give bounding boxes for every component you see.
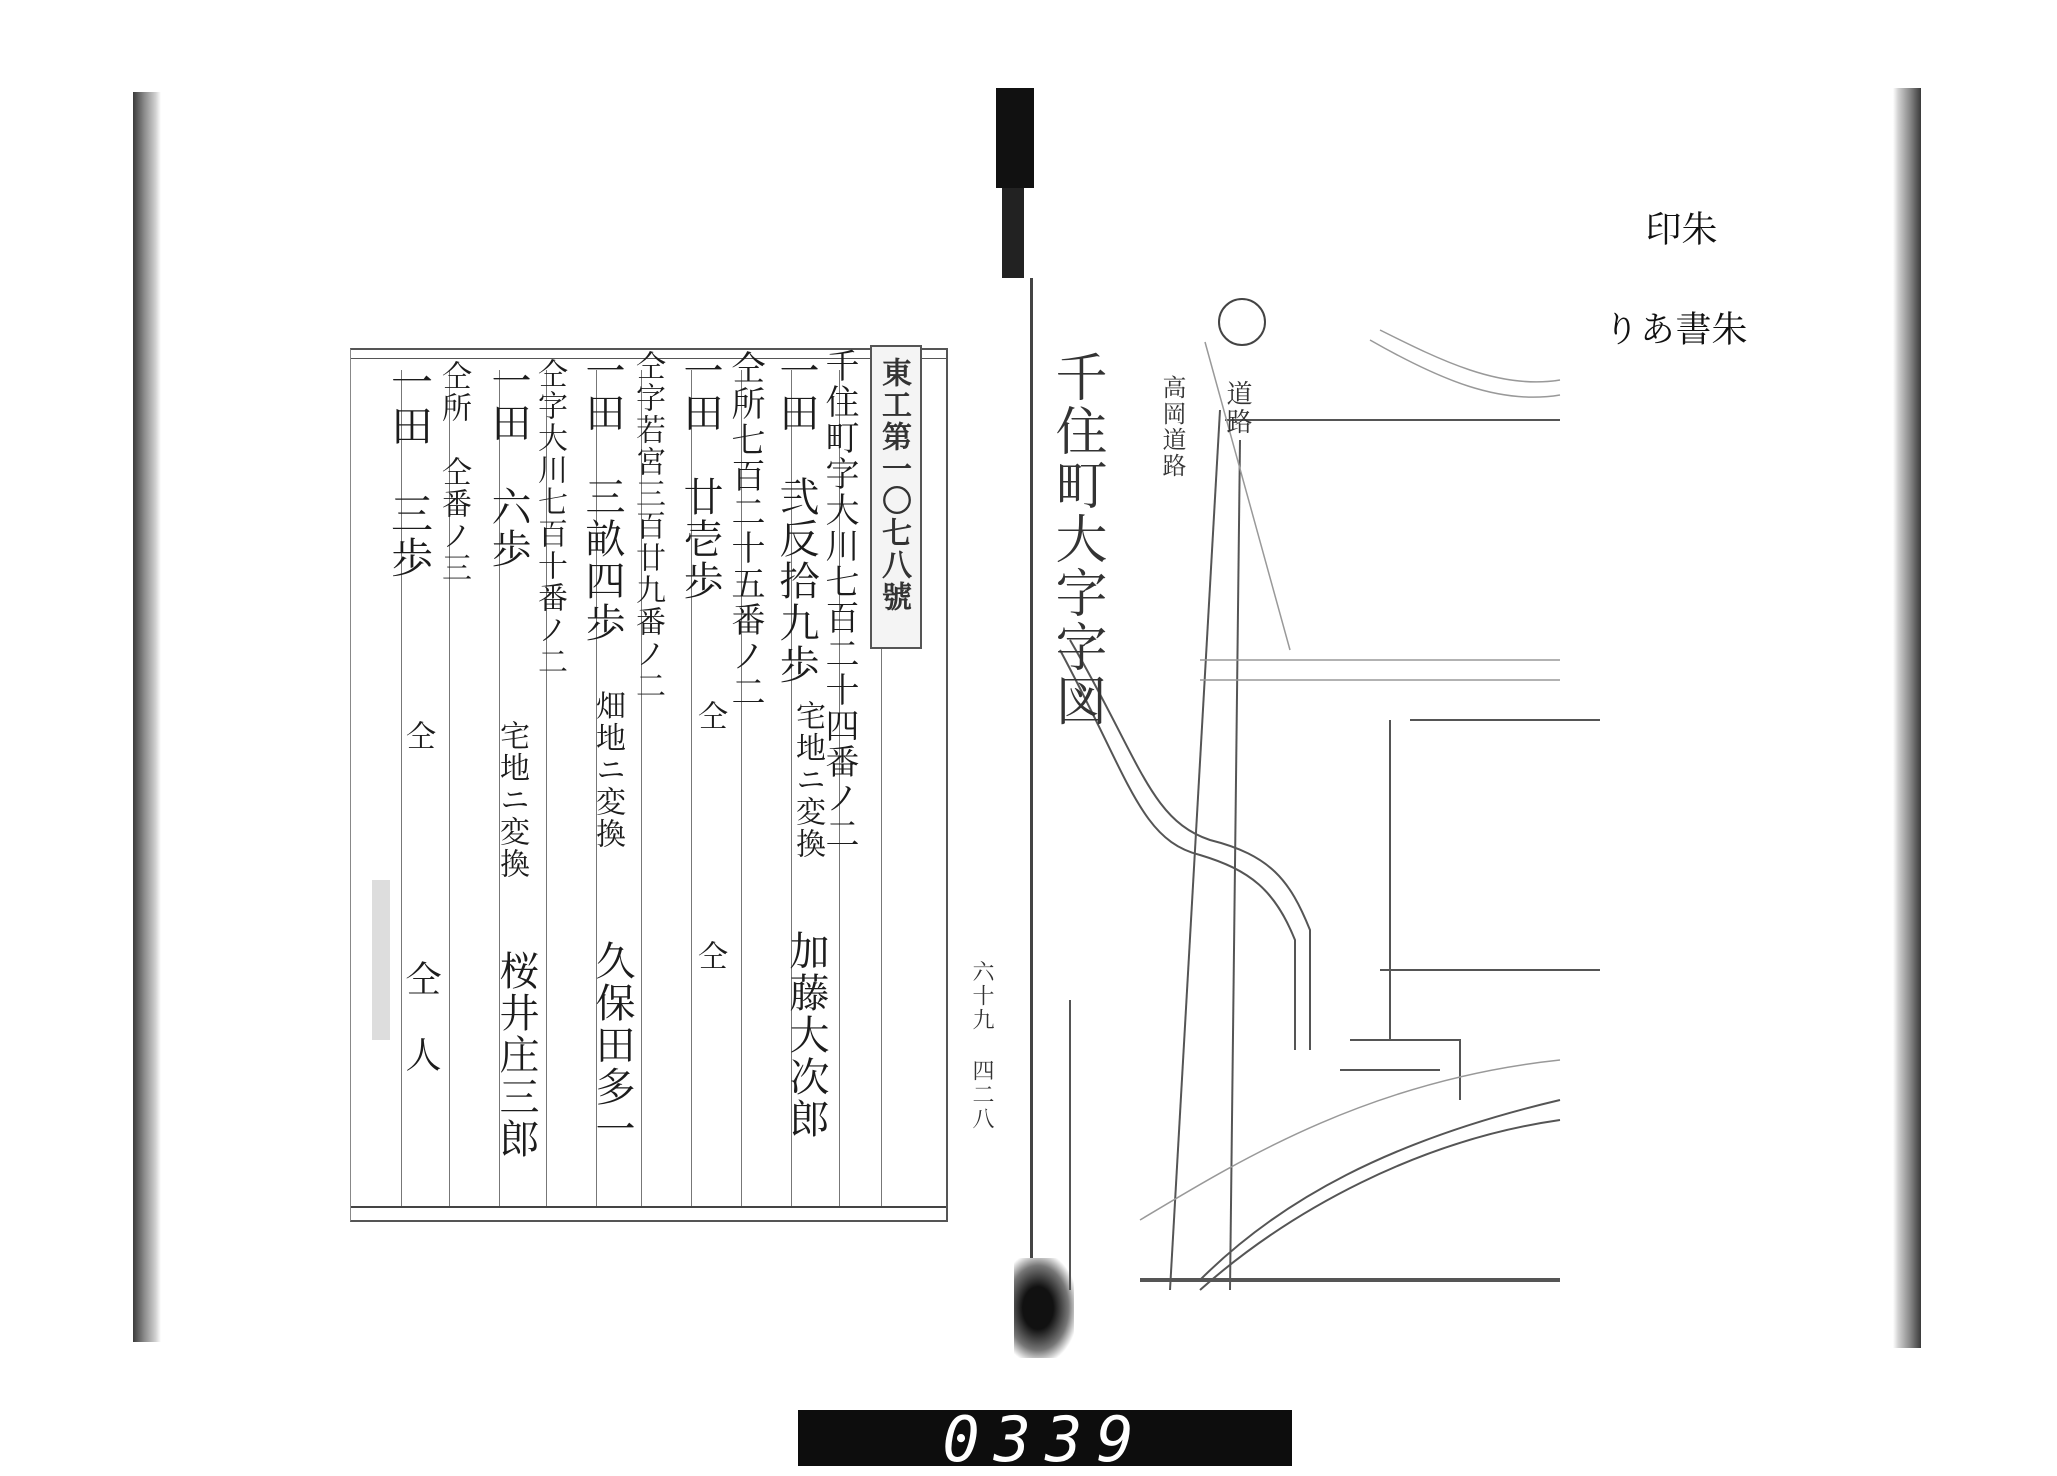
ledger-col-6-person: 久保田多一 xyxy=(589,940,635,1150)
ledger-col-10: 一田 三歩 xyxy=(385,360,434,580)
page-number: 0339 xyxy=(942,1403,1148,1476)
annotation-line-2: 朱書あり xyxy=(1598,310,1747,350)
map-side-numbers: 六十九 四二八 xyxy=(969,960,994,1131)
scan-edge-right xyxy=(1893,88,1921,1348)
ledger-col-8-note: 宅地ニ変換 xyxy=(494,720,529,880)
map-margin-label: 高岡道路 xyxy=(1158,375,1186,479)
ledger-stamp-text: 東工第一〇七八號 xyxy=(876,357,911,613)
margin-smudge xyxy=(372,880,390,1040)
map-title: 千住町大字字図 xyxy=(1046,350,1106,728)
ledger-col-10-person: 仝 人 xyxy=(400,960,441,1074)
annotation-line-1: 朱印 xyxy=(1640,210,1717,250)
ledger-col-4: 一田 廿壱歩 xyxy=(677,350,723,602)
seal-circle xyxy=(1218,298,1266,346)
ledger-col-5: 仝字若宮三百廿九番ノ二 xyxy=(630,350,665,702)
ledger-stamp xyxy=(870,345,922,649)
ledger-col-3: 仝所七百二十五番ノ二 xyxy=(725,350,765,710)
ledger-col-6-note: 畑地ニ変換 xyxy=(590,690,625,850)
ledger-col-2-note: 宅地ニ変換 xyxy=(790,700,825,860)
ledger-col-8: 一田 六歩 xyxy=(485,360,531,570)
ledger-col-9: 仝所 仝番ノ三 xyxy=(436,360,471,584)
ledger-col-6: 一田 三畝四歩 xyxy=(579,350,625,644)
ledger-col-7: 仝字大川七百十番ノ二 xyxy=(532,358,567,678)
ledger-col-2-person: 加藤大次郎 xyxy=(783,930,829,1140)
map-small-label: 道路 xyxy=(1222,380,1252,436)
ledger-col-2: 一田 弐反拾九歩 xyxy=(773,350,819,686)
ledger-col-4-note: 仝 xyxy=(692,700,727,732)
ledger-col-10-note: 仝 xyxy=(400,720,435,752)
map-sketch xyxy=(1040,280,1600,1300)
ledger-col-8-person: 桜井庄三郎 xyxy=(493,950,539,1160)
book-spine xyxy=(994,88,1044,1348)
ledger-col-4-person: 仝 xyxy=(692,940,727,972)
ledger-col-1: 千住町字大川七百二十四番ノ二 xyxy=(819,348,859,852)
scan-edge-left xyxy=(133,92,161,1342)
page-number-bar xyxy=(798,1403,1292,1476)
